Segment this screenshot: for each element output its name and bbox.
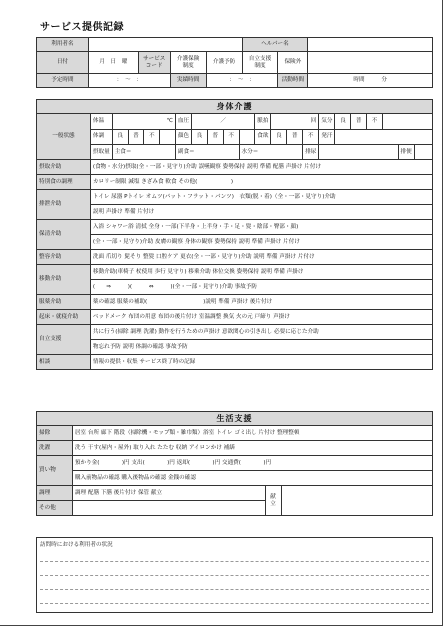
actual-time-label: 実績時間 — [170, 74, 206, 88]
physical-row-options[interactable]: 洗面 爪切り 髭そり 整髪 口腔ケア 更衣(全・一部・見守り)介助 説明 準備 声掛け 片付け — [90, 250, 432, 265]
life-row-options[interactable]: 預かり金( )円 支出( )円 返却( )円 交通費( )円 — [72, 456, 432, 471]
condition-bad[interactable]: 不 — [144, 129, 160, 144]
side-dish-field[interactable]: 副食＝ — [175, 144, 239, 159]
notes-line — [40, 576, 429, 590]
pulse-label: 脈拍 — [255, 114, 271, 129]
condition-good[interactable]: 良 — [112, 129, 128, 144]
mood-normal[interactable]: 普 — [351, 114, 367, 129]
physical-row-label: 起床・就寝介助 — [37, 310, 91, 325]
physical-row-options[interactable]: 入浴 シャワー浴 清拭 全身・一部(下半身・上半身・手・足・髪・陰部・臀部・顔) — [90, 220, 432, 235]
life-row-label: 調理 — [37, 486, 73, 501]
sweat-label: 発汗 — [319, 129, 335, 144]
physical-row-options[interactable]: ( ⇒ )( ⇔ )(全・一部・見守り)介助 事故予防 — [90, 280, 432, 295]
scheduled-time-field[interactable]: ： 〜 ： — [88, 74, 170, 88]
life-row-options[interactable]: 購入前物品の確認 購入後物品の確認 金銭の確認 — [72, 471, 432, 486]
complexion-good[interactable]: 良 — [192, 129, 208, 144]
physical-care-header: 身体介護 — [37, 100, 433, 114]
physical-row-label: 相談 — [37, 355, 91, 370]
physical-row-options[interactable]: ベッドメーク 布団の用意 布団の後片付け 室温調整 換気 火の元 戸締り 声掛け — [90, 310, 432, 325]
page-title: サービス提供記録 — [40, 22, 124, 33]
service-code-label: サービス コード — [138, 52, 170, 74]
intake-label: 摂取量 — [91, 144, 112, 159]
appetite-bad[interactable]: 不 — [303, 129, 319, 144]
life-row-options[interactable]: 居室 台所 廊下 階段（掃除機・モップ類・雑巾類）浴室 トイレ ゴミ出し 片付け 整理整頓 — [72, 426, 432, 441]
life-support-header: 生活支援 — [37, 412, 433, 426]
life-row-options[interactable]: 洗う 干す(屋内・屋外) 取り入れ たたむ 収納 アイロンかけ 補繕 — [72, 441, 432, 456]
scheduled-time-label: 予定時間 — [37, 74, 89, 88]
care-prevention-option[interactable]: 介護予防 — [206, 52, 242, 74]
physical-row-label: 摂取介助 — [37, 160, 91, 175]
water-field[interactable]: 水分＝ — [239, 144, 303, 159]
physical-row-options[interactable]: 移動介助(車椅子 杖使用 歩行 見守り) 移乗介助 体位交換 姿勢保持 説明 準備 声掛け — [90, 265, 432, 280]
life-row-label: 掃除 — [37, 426, 73, 441]
notes-label: 訪問時における利用者の状況 — [40, 542, 113, 548]
blood-pressure-label: 血圧 — [175, 114, 191, 129]
physical-row-options[interactable]: 情報の提供・収集 サービス終了時の記録 — [90, 355, 432, 370]
physical-row-label: 整容介助 — [37, 250, 91, 265]
physical-row-label: 自立支援 — [37, 325, 91, 355]
physical-row-options[interactable]: カロリー制限 減塩 きざみ食 軟食 その他( ) — [90, 175, 432, 190]
physical-row-options[interactable]: (全・一部・見守り)介助 皮膚の観察 身体の観察 姿勢保持 説明 準備 声掛け 片付け — [90, 235, 432, 250]
helper-name-field[interactable] — [308, 38, 433, 52]
user-name-field[interactable] — [88, 38, 242, 52]
vitals-grid — [91, 114, 432, 159]
user-name-label: 利用者名 — [37, 38, 89, 52]
physical-row-label: 保清介助 — [37, 220, 91, 250]
mood-label: 気分 — [319, 114, 335, 129]
activity-time-field[interactable]: 時間 分 — [308, 74, 433, 88]
physical-row-label: 特別食の調理 — [37, 175, 91, 190]
physical-row-options[interactable]: 薬の確認 服薬の補助( )説明 準備 声掛け 後片付け — [90, 295, 432, 310]
independence-option[interactable]: 自立支援 制度 — [242, 52, 278, 74]
condition-label: 体調 — [91, 129, 112, 144]
appetite-good[interactable]: 良 — [271, 129, 287, 144]
physical-row-label: 移動介助 — [37, 265, 91, 295]
staple-field[interactable]: 主食＝ — [112, 144, 175, 159]
blood-pressure-sep[interactable]: ／ — [192, 114, 255, 129]
physical-row-options[interactable]: (食物・水分)摂取(全・一部・見守り)介助 誤嚥観察 姿勢保持 説明 準備 配膳 声掛け 片付け — [90, 160, 432, 175]
notes-line — [40, 562, 429, 576]
appetite-label: 食欲 — [255, 129, 271, 144]
life-row-label: 洗濯 — [37, 441, 73, 456]
life-row-label: 買い物 — [37, 456, 73, 486]
appetite-normal[interactable]: 普 — [287, 129, 303, 144]
life-row-options[interactable] — [72, 501, 265, 516]
helper-name-label: ヘルパー名 — [242, 38, 308, 52]
complexion-normal[interactable]: 普 — [207, 129, 223, 144]
physical-row-options[interactable]: 説明 声掛け 準備 片付け — [90, 205, 432, 220]
condition-normal[interactable]: 普 — [128, 129, 144, 144]
header-table — [36, 37, 433, 88]
mood-bad[interactable]: 不 — [367, 114, 383, 129]
mood-good[interactable]: 良 — [335, 114, 351, 129]
complexion-bad[interactable]: 不 — [223, 129, 239, 144]
life-row-label: その他 — [37, 501, 73, 516]
notes-line — [40, 590, 429, 604]
life-row-options[interactable]: 調理 配膳 下膳 後片付け 保管 献立 — [72, 486, 265, 501]
defecation-label: 排便 — [398, 144, 414, 159]
general-condition-label: 一般状態 — [37, 114, 91, 160]
physical-row-options[interactable]: 共に行う(掃除 調理 洗濯) 動作を行うための声掛け 意欲関心の引き出し 必要に応じた介助 — [90, 325, 432, 340]
temperature-unit[interactable]: ℃ — [112, 114, 175, 129]
notes-line — [40, 548, 429, 562]
physical-row-label: 服薬介助 — [37, 295, 91, 310]
date-label: 日付 — [37, 52, 89, 74]
physical-row-options[interactable]: トイレ 尿器 Pトイレ オムツ(パット・フラット・パンツ) 衣類(脱・着)（全・一部・見守り)介助 — [90, 190, 432, 205]
date-field[interactable]: 月 日 曜 — [88, 52, 138, 74]
physical-row-label: 排泄介助 — [37, 190, 91, 220]
physical-care-table — [36, 99, 433, 370]
care-insurance-option[interactable]: 介護保険 制度 — [170, 52, 206, 74]
menu-field[interactable] — [281, 486, 433, 516]
notes-box[interactable] — [36, 537, 433, 613]
menu-label: 献 立 — [265, 486, 281, 516]
complexion-label: 顔色 — [175, 129, 191, 144]
temperature-label: 体温 — [91, 114, 112, 129]
life-support-table — [36, 411, 433, 516]
uninsured-option[interactable]: 保険外 — [278, 52, 308, 74]
actual-time-field[interactable]: ： 〜 ： — [206, 74, 278, 88]
activity-time-label: 活動時間 — [278, 74, 308, 88]
pulse-unit[interactable]: 回 — [271, 114, 319, 129]
urination-label: 排尿 — [303, 144, 319, 159]
physical-row-options[interactable]: 物忘れ予防 説明 体調の確認 事故予防 — [90, 340, 432, 355]
